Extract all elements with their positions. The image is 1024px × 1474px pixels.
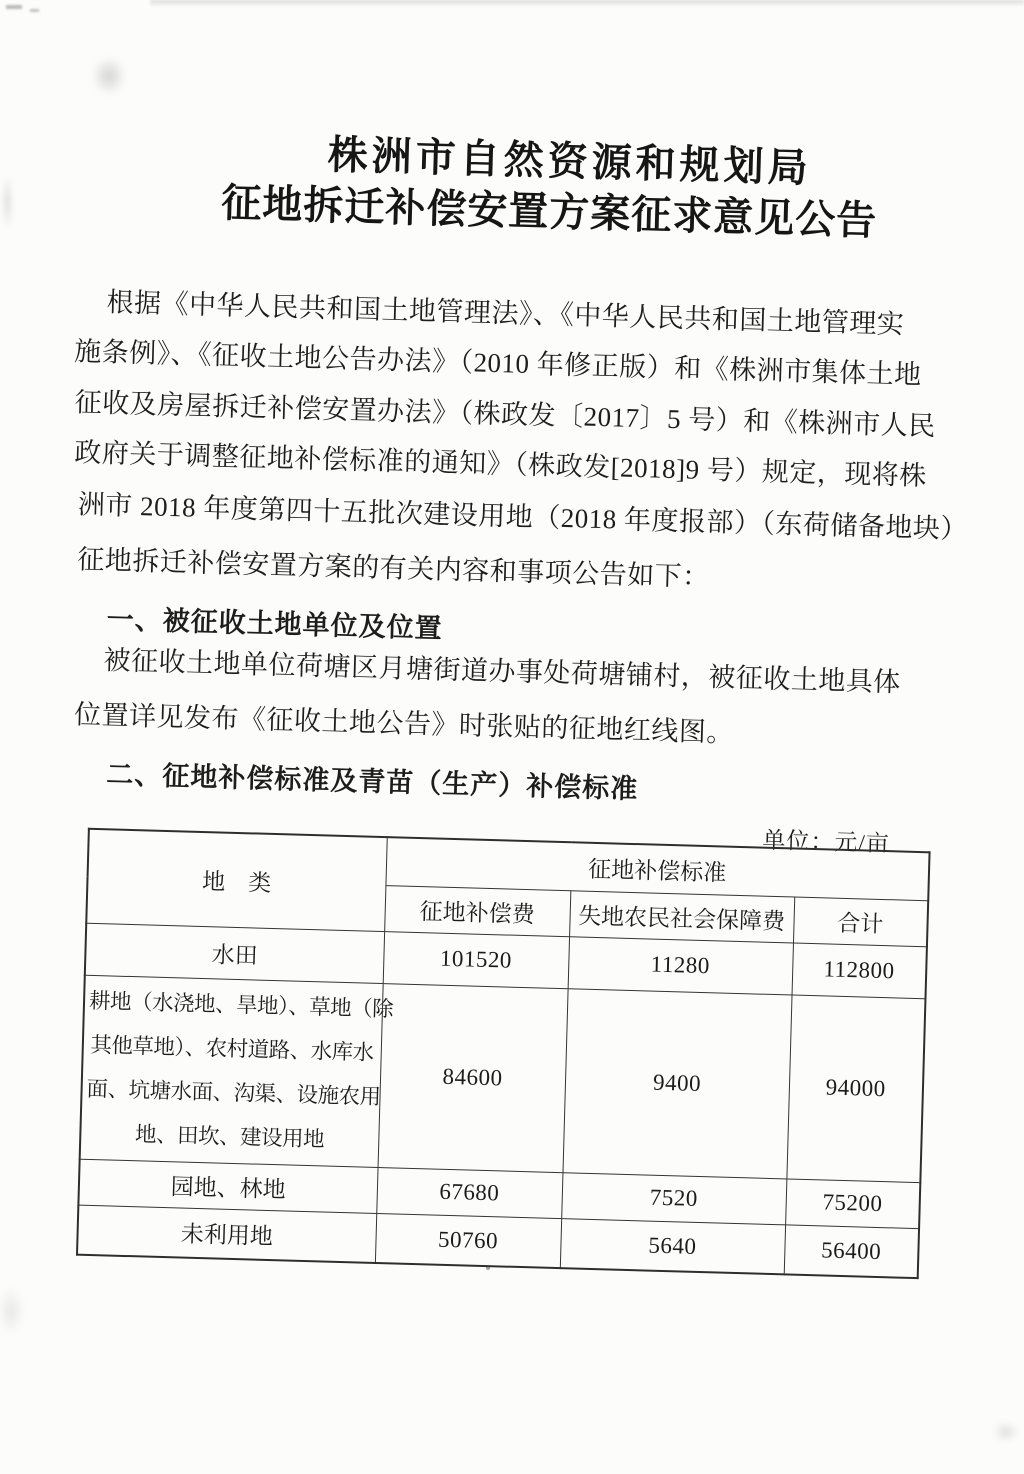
- cell-total: 112800: [792, 943, 927, 999]
- cell-total: 75200: [785, 1178, 920, 1228]
- paragraph1-line: 根据《中华人民共和国土地管理法》、《中华人民共和国土地管理实: [106, 287, 905, 340]
- cell-total: 94000: [786, 994, 925, 1182]
- document-title-line1: 株洲市自然资源和规划局: [327, 133, 813, 191]
- header-total: 合计: [793, 897, 928, 947]
- table-row: [80, 975, 926, 1182]
- compensation-standard-table: [76, 828, 931, 1279]
- table-unit-note: 单位：元/亩: [762, 827, 891, 857]
- cell-social: 7520: [561, 1172, 786, 1224]
- paragraph1-line: 征收及房屋拆迁补偿安置办法》（株政发〔2017〕5 号）和《株洲市人民: [74, 387, 937, 442]
- scan-smudge: [988, 1418, 1024, 1446]
- header-land-type: 地 类: [86, 829, 387, 931]
- cell-social: 5640: [560, 1218, 785, 1274]
- section2-heading: 二、征地补偿标准及青苗（生产）补偿标准: [106, 759, 639, 805]
- land-type-line: 其他草地）、农村道路、水库水: [90, 1032, 374, 1065]
- header-standard-group: 征地补偿标准: [385, 837, 929, 900]
- cell-fee: 50760: [375, 1213, 561, 1268]
- paragraph2-line: 被征收土地单位荷塘区月塘街道办事处荷塘铺村，被征收土地具体: [103, 645, 902, 698]
- paragraph1-line: 政府关于调整征地补偿标准的通知》（株政发[2018]9 号）规定，现将株: [73, 437, 928, 492]
- land-type-line: 地、田坎、建设用地: [134, 1122, 325, 1152]
- document-title-line2: 征地拆迁补偿安置方案征求意见公告: [220, 181, 878, 244]
- cell-fee: 67680: [376, 1167, 562, 1218]
- cell-fee: 84600: [378, 983, 568, 1172]
- cell-social: 11280: [568, 936, 793, 994]
- paragraph1-line: 洲市 2018 年度第四十五批次建设用地（2018 年度报部）（东荷储备地块）: [77, 489, 969, 545]
- header-social: 失地农民社会保障费: [569, 890, 794, 942]
- cell-land-type: 园地、林地: [78, 1159, 377, 1213]
- cell-total: 56400: [784, 1224, 919, 1278]
- cell-land-type: [80, 975, 394, 1167]
- paragraph1-line: 施条例》、《征收土地公告办法》（2010 年修正版）和《株洲市集体土地: [73, 336, 923, 390]
- paragraph1-line: 征地拆迁补偿安置方案的有关内容和事项公告如下：: [76, 544, 711, 593]
- land-type-line: 耕地（水浇地、旱地）、草地（除: [88, 988, 394, 1022]
- cell-social: 9400: [562, 988, 791, 1178]
- cell-land-type: 水田: [85, 923, 384, 983]
- cell-fee: 101520: [383, 931, 569, 988]
- cell-land-type: 未利用地: [77, 1205, 376, 1263]
- land-type-line: 面、坑塘水面、沟渠、设施农用: [86, 1076, 381, 1110]
- section1-heading: 一、被征收土地单位及位置: [106, 604, 444, 644]
- paragraph2-line: 位置详见发布《征收土地公告》时张贴的征地红线图。: [73, 699, 735, 748]
- header-fee: 征地补偿费: [384, 885, 570, 936]
- scan-top-edge-noise: [150, 0, 1024, 7]
